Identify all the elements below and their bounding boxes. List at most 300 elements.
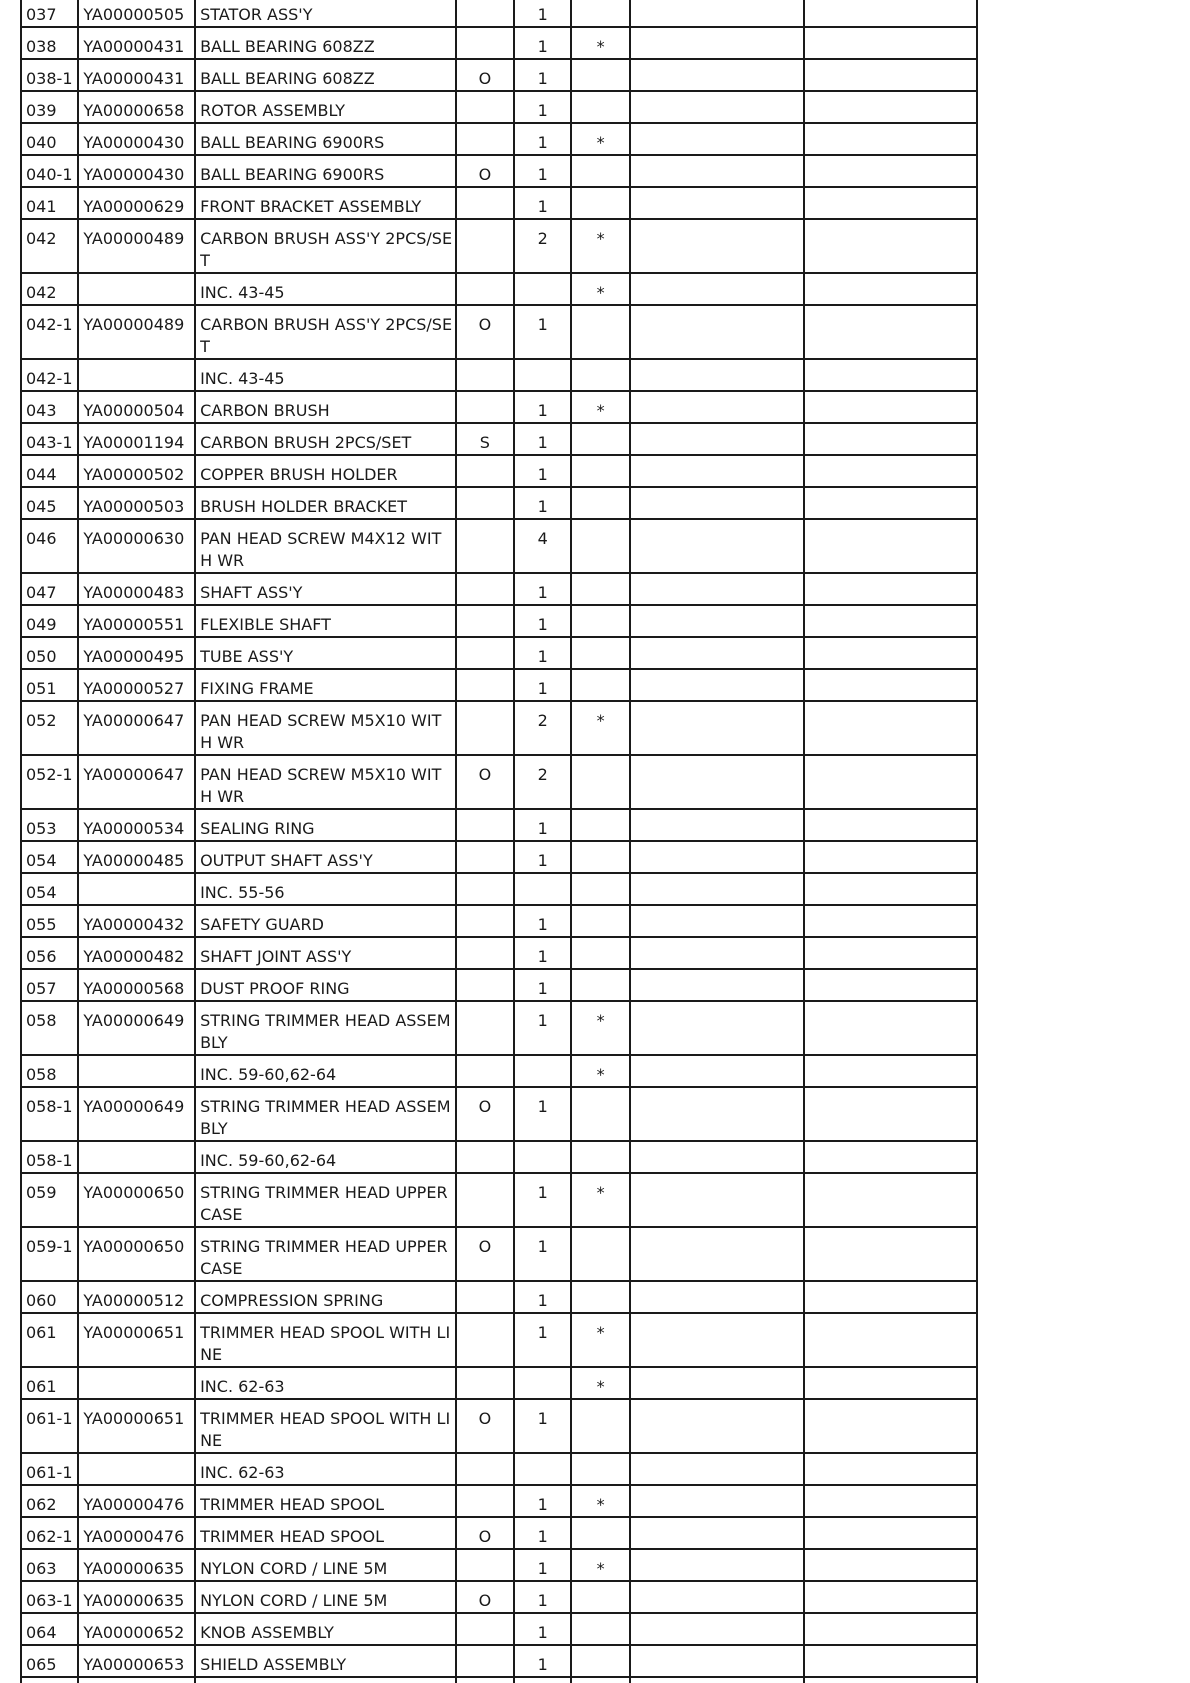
cell-description: FIXING FRAME <box>195 669 456 701</box>
cell-description: SHIELD ASSEMBLY <box>195 1645 456 1677</box>
cell-quantity: 1 <box>514 1227 571 1281</box>
cell-mark <box>571 423 629 455</box>
cell-part-number: YA00000512 <box>78 1281 195 1313</box>
cell-empty <box>804 1517 977 1549</box>
cell-no: 054 <box>21 841 78 873</box>
cell-part-number: YA00000650 <box>78 1173 195 1227</box>
cell-empty <box>630 187 804 219</box>
cell-mark: * <box>571 1313 629 1367</box>
cell-no: 043-1 <box>21 423 78 455</box>
cell-empty <box>804 359 977 391</box>
cell-part-number: YA00000505 <box>78 0 195 27</box>
cell-part-number: YA00000649 <box>78 1001 195 1055</box>
cell-no: 058-1 <box>21 1087 78 1141</box>
cell-no: 057 <box>21 969 78 1001</box>
cell-empty <box>804 91 977 123</box>
cell-description: BALL BEARING 6900RS <box>195 123 456 155</box>
cell-part-number: YA00000649 <box>78 1087 195 1141</box>
cell-option <box>456 359 514 391</box>
cell-mark <box>571 1453 629 1485</box>
table-row <box>21 0 977 27</box>
cell-part-number: YA00000629 <box>78 187 195 219</box>
cell-empty <box>804 123 977 155</box>
cell-description: STRING TRIMMER HEAD UPPER CASE <box>195 1227 456 1281</box>
cell-quantity: 1 <box>514 487 571 519</box>
cell-mark: * <box>571 27 629 59</box>
cell-option: S <box>456 423 514 455</box>
cell-description: STATOR ASS'Y <box>195 0 456 27</box>
cell-empty <box>804 487 977 519</box>
cell-empty <box>804 155 977 187</box>
cell-description: INC. 59-60,62-64 <box>195 1055 456 1087</box>
cell-option <box>456 1677 514 1683</box>
cell-description: INC. 62-63 <box>195 1453 456 1485</box>
cell-empty <box>630 487 804 519</box>
cell-description: PAN HEAD SCREW M5X10 WITH WR <box>195 755 456 809</box>
cell-no: 046 <box>21 519 78 573</box>
cell-mark <box>571 669 629 701</box>
cell-quantity: 1 <box>514 155 571 187</box>
cell-part-number: YA00000527 <box>78 669 195 701</box>
cell-part-number: YA00000431 <box>78 59 195 91</box>
cell-part-number: YA00000432 <box>78 905 195 937</box>
cell-mark: * <box>571 1055 629 1087</box>
cell-mark: * <box>571 1549 629 1581</box>
cell-option <box>456 873 514 905</box>
table-row <box>21 573 977 605</box>
cell-description: CARBON BRUSH 2PCS/SET <box>195 423 456 455</box>
cell-quantity: 1 <box>514 305 571 359</box>
table-row <box>21 1173 977 1227</box>
cell-mark <box>571 637 629 669</box>
cell-empty <box>804 1485 977 1517</box>
cell-description: INC. 55-56 <box>195 873 456 905</box>
cell-mark: * <box>571 391 629 423</box>
cell-quantity: 1 <box>514 969 571 1001</box>
cell-description: DUST PROOF RING <box>195 969 456 1001</box>
cell-empty <box>630 1367 804 1399</box>
cell-empty <box>630 755 804 809</box>
cell-empty <box>630 1281 804 1313</box>
cell-empty <box>630 91 804 123</box>
cell-mark <box>571 59 629 91</box>
table-row <box>21 423 977 455</box>
cell-option <box>456 1367 514 1399</box>
cell-part-number: YA00000652 <box>78 1613 195 1645</box>
cell-option <box>456 1485 514 1517</box>
cell-description: TRIMMER HEAD SPOOL <box>195 1517 456 1549</box>
cell-quantity: 1 <box>514 1485 571 1517</box>
cell-description: STRING TRIMMER HEAD ASSEMBLY <box>195 1001 456 1055</box>
cell-part-number: YA00000495 <box>78 637 195 669</box>
cell-option <box>456 519 514 573</box>
cell-quantity: 1 <box>514 573 571 605</box>
cell-empty <box>804 701 977 755</box>
cell-empty <box>804 187 977 219</box>
cell-quantity: 1 <box>514 841 571 873</box>
cell-empty <box>630 123 804 155</box>
cell-no: 052-1 <box>21 755 78 809</box>
cell-empty <box>630 1001 804 1055</box>
cell-empty <box>630 155 804 187</box>
cell-quantity <box>514 873 571 905</box>
cell-empty <box>804 1227 977 1281</box>
cell-empty <box>804 27 977 59</box>
table-row <box>21 1581 977 1613</box>
cell-no: 051 <box>21 669 78 701</box>
cell-empty <box>804 809 977 841</box>
cell-option <box>456 487 514 519</box>
cell-quantity <box>514 1141 571 1173</box>
cell-part-number: YA00000503 <box>78 487 195 519</box>
cell-no: 063 <box>21 1549 78 1581</box>
cell-empty <box>630 905 804 937</box>
cell-mark <box>571 91 629 123</box>
cell-empty <box>630 273 804 305</box>
cell-empty <box>630 1399 804 1453</box>
cell-empty <box>630 1485 804 1517</box>
cell-no: 064 <box>21 1613 78 1645</box>
table-row <box>21 1141 977 1173</box>
table-row <box>21 219 977 273</box>
cell-empty <box>804 1087 977 1141</box>
cell-empty <box>630 873 804 905</box>
cell-part-number: YA00000502 <box>78 455 195 487</box>
cell-empty <box>804 423 977 455</box>
cell-quantity: 1 <box>514 1399 571 1453</box>
cell-description: PAN HEAD SCREW M4X12 WITH WR <box>195 519 456 573</box>
table-row-continued-bottom <box>21 1677 977 1683</box>
cell-description: SHAFT ASS'Y <box>195 573 456 605</box>
cell-empty <box>804 1281 977 1313</box>
cell-option <box>456 1141 514 1173</box>
cell-empty <box>630 809 804 841</box>
cell-option: O <box>456 59 514 91</box>
cell-part-number <box>78 1453 195 1485</box>
cell-description: NYLON CORD / LINE 5M <box>195 1581 456 1613</box>
cell-part-number: YA00000430 <box>78 155 195 187</box>
cell-empty <box>804 573 977 605</box>
cell-no: 041 <box>21 187 78 219</box>
cell-quantity: 2 <box>514 755 571 809</box>
cell-part-number: YA00000653 <box>78 1645 195 1677</box>
cell-no: 060 <box>21 1281 78 1313</box>
cell-empty <box>804 1055 977 1087</box>
table-row <box>21 1055 977 1087</box>
cell-empty <box>804 1677 977 1683</box>
table-row <box>21 1227 977 1281</box>
cell-option <box>456 1613 514 1645</box>
cell-description: BALL BEARING 6900RS <box>195 155 456 187</box>
cell-option <box>456 1453 514 1485</box>
table-row <box>21 969 977 1001</box>
cell-quantity <box>514 1055 571 1087</box>
cell-no: 045 <box>21 487 78 519</box>
cell-empty <box>630 455 804 487</box>
cell-empty <box>630 637 804 669</box>
cell-empty <box>804 0 977 27</box>
cell-quantity: 1 <box>514 1001 571 1055</box>
cell-no: 053 <box>21 809 78 841</box>
cell-quantity: 2 <box>514 219 571 273</box>
cell-no: 044 <box>21 455 78 487</box>
cell-no: 065 <box>21 1645 78 1677</box>
cell-description: SEALING RING <box>195 809 456 841</box>
cell-mark <box>571 1281 629 1313</box>
cell-empty <box>630 1087 804 1141</box>
table-row <box>21 1485 977 1517</box>
cell-quantity: 1 <box>514 669 571 701</box>
cell-mark: * <box>571 123 629 155</box>
cell-description: INC. 43-45 <box>195 359 456 391</box>
cell-no: 062-1 <box>21 1517 78 1549</box>
cell-empty <box>804 669 977 701</box>
cell-no: 039 <box>21 91 78 123</box>
cell-description: ROTOR ASSEMBLY <box>195 91 456 123</box>
cell-part-number: YA00000630 <box>78 519 195 573</box>
cell-empty <box>804 755 977 809</box>
cell-no: 058-1 <box>21 1141 78 1173</box>
cell-part-number: YA00000483 <box>78 573 195 605</box>
cell-option <box>456 1055 514 1087</box>
cell-option <box>456 455 514 487</box>
cell-part-number: YA00000476 <box>78 1485 195 1517</box>
cell-part-number: YA00000489 <box>78 219 195 273</box>
cell-empty <box>804 391 977 423</box>
cell-part-number: YA00000489 <box>78 305 195 359</box>
cell-mark <box>571 873 629 905</box>
cell-quantity <box>514 273 571 305</box>
cell-no: 040-1 <box>21 155 78 187</box>
table-row <box>21 1313 977 1367</box>
table-row <box>21 1517 977 1549</box>
cell-empty <box>804 905 977 937</box>
table-row <box>21 359 977 391</box>
cell-no: 058 <box>21 1055 78 1087</box>
cell-no: 055 <box>21 905 78 937</box>
cell-mark: * <box>571 701 629 755</box>
cell-quantity: 1 <box>514 905 571 937</box>
cell-empty <box>630 669 804 701</box>
cell-mark <box>571 1087 629 1141</box>
table-row <box>21 1399 977 1453</box>
cell-part-number: YA00000482 <box>78 937 195 969</box>
cell-option <box>456 91 514 123</box>
cell-empty <box>804 455 977 487</box>
cell-empty <box>630 27 804 59</box>
cell-empty <box>804 273 977 305</box>
cell-mark: * <box>571 1367 629 1399</box>
table-row <box>21 519 977 573</box>
cell-empty <box>804 59 977 91</box>
cell-mark <box>571 841 629 873</box>
cell-option <box>456 809 514 841</box>
cell-no: 059-1 <box>21 1227 78 1281</box>
cell-part-number: YA00000647 <box>78 701 195 755</box>
cell-quantity: 1 <box>514 1581 571 1613</box>
cell-empty <box>630 219 804 273</box>
table-row <box>21 755 977 809</box>
cell-empty <box>630 0 804 27</box>
cell-empty <box>630 391 804 423</box>
cell-no: 038-1 <box>21 59 78 91</box>
cell-no: 062 <box>21 1485 78 1517</box>
table-row <box>21 1645 977 1677</box>
cell-empty <box>630 937 804 969</box>
cell-description: SAFETY GUARD <box>195 905 456 937</box>
table-row <box>21 701 977 755</box>
cell-option <box>456 841 514 873</box>
cell-mark <box>571 1399 629 1453</box>
cell-empty <box>804 1453 977 1485</box>
cell-option <box>456 1313 514 1367</box>
cell-empty <box>804 305 977 359</box>
cell-option <box>456 1645 514 1677</box>
cell-description: COMPRESSION SPRING <box>195 1281 456 1313</box>
cell-empty <box>804 637 977 669</box>
cell-quantity: 1 <box>514 27 571 59</box>
cell-no: 061-1 <box>21 1453 78 1485</box>
cell-quantity: 1 <box>514 1549 571 1581</box>
cell-description: SHAFT JOINT ASS'Y <box>195 937 456 969</box>
cell-mark <box>571 1141 629 1173</box>
cell-description: PAN HEAD SCREW M5X10 WITH WR <box>195 701 456 755</box>
cell-empty <box>804 1549 977 1581</box>
cell-no: 063-1 <box>21 1581 78 1613</box>
cell-part-number <box>78 359 195 391</box>
cell-part-number <box>78 1367 195 1399</box>
cell-description: STRING TRIMMER HEAD UPPER CASE <box>195 1173 456 1227</box>
cell-option <box>456 0 514 27</box>
cell-option: O <box>456 1581 514 1613</box>
cell-part-number <box>78 1055 195 1087</box>
cell-mark <box>571 359 629 391</box>
cell-quantity: 1 <box>514 0 571 27</box>
table-row <box>21 1613 977 1645</box>
cell-description: FRONT BRACKET ASSEMBLY <box>195 187 456 219</box>
cell-no: 050 <box>21 637 78 669</box>
table-row <box>21 305 977 359</box>
cell-empty <box>804 937 977 969</box>
cell-description: FLEXIBLE SHAFT <box>195 605 456 637</box>
cell-mark: * <box>571 1485 629 1517</box>
cell-no: 042-1 <box>21 305 78 359</box>
cell-empty <box>630 1227 804 1281</box>
cell-description: NYLON CORD / LINE 5M <box>195 1549 456 1581</box>
cell-description: KNOB ASSEMBLY <box>195 1613 456 1645</box>
cell-empty <box>804 969 977 1001</box>
cell-option <box>456 969 514 1001</box>
cell-no: 061 <box>21 1313 78 1367</box>
cell-description: BALL BEARING 608ZZ <box>195 59 456 91</box>
cell-empty <box>804 1313 977 1367</box>
cell-empty <box>804 605 977 637</box>
cell-mark <box>571 1227 629 1281</box>
cell-no: 042-1 <box>21 359 78 391</box>
table-row <box>21 391 977 423</box>
table-row <box>21 1001 977 1055</box>
cell-option <box>456 391 514 423</box>
cell-mark <box>571 937 629 969</box>
cell-mark <box>571 905 629 937</box>
table-row <box>21 273 977 305</box>
cell-part-number <box>78 273 195 305</box>
cell-empty <box>804 841 977 873</box>
cell-option: O <box>456 755 514 809</box>
cell-description: CARBON BRUSH <box>195 391 456 423</box>
cell-empty <box>804 219 977 273</box>
table-row <box>21 905 977 937</box>
cell-option <box>456 937 514 969</box>
cell-option <box>456 219 514 273</box>
cell-mark <box>571 755 629 809</box>
cell-description: TRIMMER HEAD SPOOL WITH LINE <box>195 1399 456 1453</box>
table-row <box>21 809 977 841</box>
cell-part-number: YA00000651 <box>78 1313 195 1367</box>
cell-option <box>456 1281 514 1313</box>
table-row <box>21 123 977 155</box>
cell-mark <box>571 519 629 573</box>
cell-mark <box>571 187 629 219</box>
cell-quantity: 1 <box>514 1517 571 1549</box>
cell-quantity: 1 <box>514 1281 571 1313</box>
cell-part-number <box>78 1141 195 1173</box>
cell-part-number: YA00000650 <box>78 1227 195 1281</box>
cell-empty <box>630 1549 804 1581</box>
cell-option: O <box>456 155 514 187</box>
cell-option <box>456 27 514 59</box>
cell-part-number: YA00000504 <box>78 391 195 423</box>
table-row <box>21 27 977 59</box>
table-row <box>21 669 977 701</box>
cell-no: 058 <box>21 1001 78 1055</box>
cell-part-number <box>78 873 195 905</box>
cell-empty <box>630 305 804 359</box>
cell-mark <box>571 573 629 605</box>
cell-quantity: 1 <box>514 1087 571 1141</box>
cell-part-number: YA00000651 <box>78 1399 195 1453</box>
table-row <box>21 873 977 905</box>
cell-empty <box>630 1313 804 1367</box>
cell-option <box>456 187 514 219</box>
cell-quantity: 4 <box>514 519 571 573</box>
cell-quantity: 1 <box>514 1313 571 1367</box>
cell-quantity: 1 <box>514 391 571 423</box>
cell-description: INC. 62-63 <box>195 1367 456 1399</box>
cell-quantity: 1 <box>514 809 571 841</box>
cell-quantity <box>514 1367 571 1399</box>
cell-empty <box>804 1581 977 1613</box>
cell-description: INC. 59-60,62-64 <box>195 1141 456 1173</box>
parts-table-body <box>21 0 977 1683</box>
cell-mark: * <box>571 273 629 305</box>
cell-part-number: YA00000534 <box>78 809 195 841</box>
cell-empty <box>630 1173 804 1227</box>
cell-part-number: YA00000431 <box>78 27 195 59</box>
cell-description: INC. 43-45 <box>195 273 456 305</box>
parts-list-page <box>20 0 978 1683</box>
cell-part-number: YA00000658 <box>78 91 195 123</box>
cell-mark <box>571 1581 629 1613</box>
cell-part-number: YA00000647 <box>78 755 195 809</box>
cell-quantity: 1 <box>514 1173 571 1227</box>
cell-mark <box>571 487 629 519</box>
cell-description: BALL BEARING 608ZZ <box>195 27 456 59</box>
cell-mark <box>571 455 629 487</box>
cell-empty <box>630 1055 804 1087</box>
cell-part-number: YA00000551 <box>78 605 195 637</box>
cell-empty <box>630 1517 804 1549</box>
